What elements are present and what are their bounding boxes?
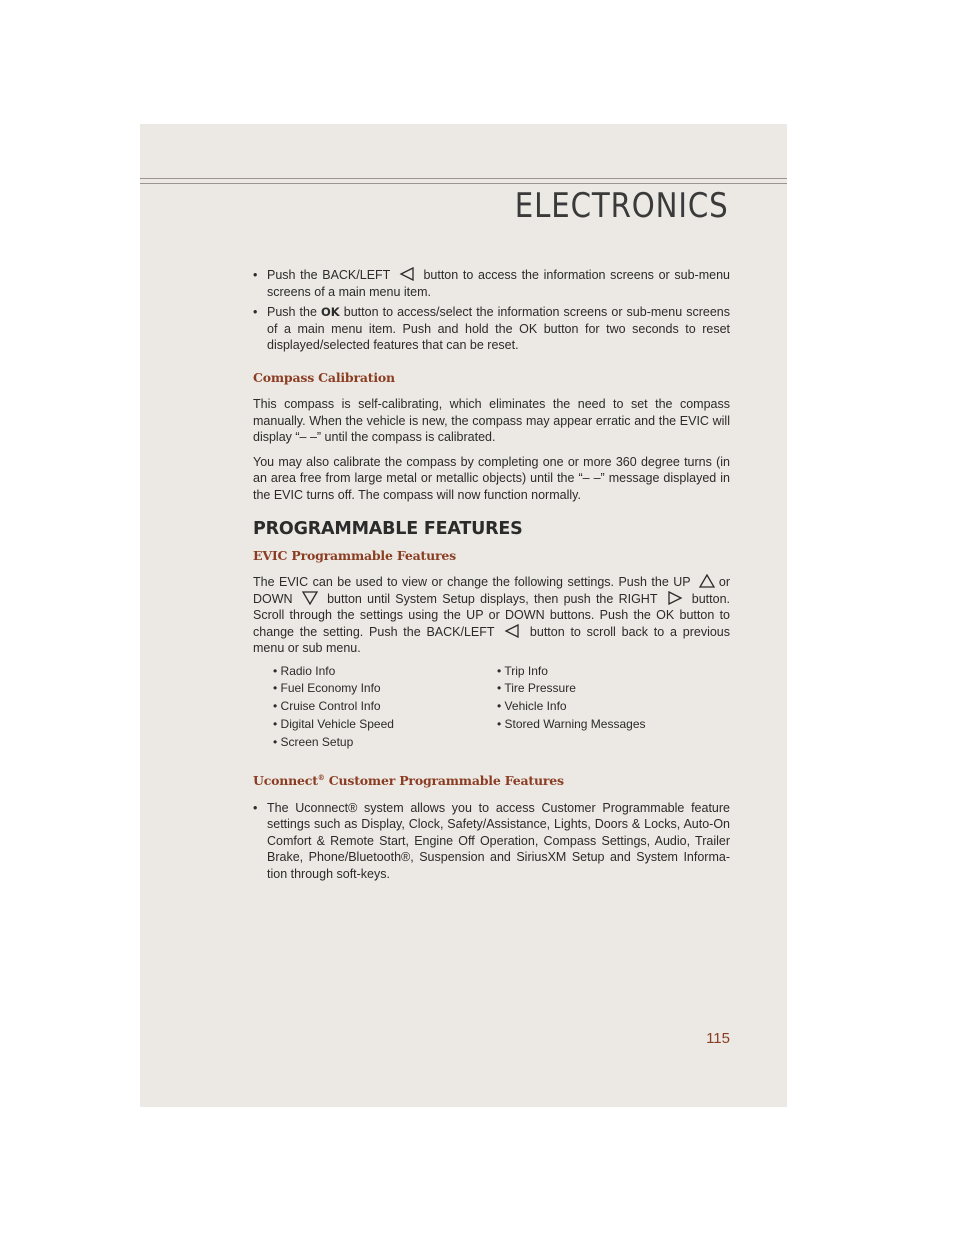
list-item: • Screen Setup (273, 734, 497, 752)
right-triangle-icon (667, 591, 683, 605)
compass-paragraph: You may also calibrate the compass by completing one or more 360 degree turns (in an area free from large metal or metallic objects) until the “– –” message displayed in the EVIC turns off. The compass will now function normally. (253, 454, 730, 502)
list-item: • Stored Warning Messages (497, 716, 697, 734)
compass-paragraph: This compass is self-calibrating, which eliminates the need to set the compass manually. When the vehicle is new, the compass may appear erratic and the EVIC will display “– –” until the compass is calibrated. (253, 397, 730, 444)
left-triangle-icon (504, 624, 520, 638)
compass-calibration-heading: Compass Calibration (253, 369, 395, 385)
header-rule-top (140, 178, 787, 179)
evic-paragraph: The EVIC can be used to view or change the following settings. Push the UP or DOWN button until System Setup displays, then push the RIGHT button. Scroll through the settings using the UP or DOWN buttons. Push the OK button to change the setting. Push the BACK/LEFT button to scroll back to a previous menu or sub menu. (253, 575, 731, 655)
section-title: ELECTRONICS (515, 186, 729, 226)
left-triangle-icon (399, 267, 415, 281)
page-number: 115 (706, 1030, 730, 1047)
list-item: • Fuel Economy Info (273, 680, 497, 698)
list-item: • Digital Vehicle Speed (273, 716, 497, 734)
uconnect-features-heading: Uconnect® Customer Programmable Features (253, 773, 564, 789)
evic-features-heading: EVIC Programmable Features (253, 547, 456, 563)
page-content (253, 267, 730, 886)
list-item: • Vehicle Info (497, 698, 697, 716)
list-item: • Radio Info (273, 663, 497, 681)
list-item: • Tire Pressure (497, 680, 697, 698)
ok-label: OK (321, 305, 340, 319)
uconnect-bullet: • The Uconnect® system allows you to access Customer Programmable feature settings such as Display, Clock, Safety/Assistance, Lights, Doors & Locks, Auto-On Comfort & Remote Start, Engine Off Operation, Compass Settings, Audio, Trailer Brake, Phone/Bluetooth®, Suspension and SiriusXM Setup and System Informa-tion through soft-keys. (253, 800, 730, 883)
manual-page (140, 124, 787, 1107)
up-triangle-icon (699, 574, 715, 588)
programmable-features-heading: PROGRAMMABLE FEATURES (253, 519, 523, 539)
down-triangle-icon (302, 591, 318, 605)
evic-feature-list (273, 663, 730, 752)
list-item: • Cruise Control Info (273, 698, 497, 716)
back-left-bullet: • Push the BACK/LEFT button to access the information screens or sub-menu screens of a main menu item. (253, 267, 730, 300)
header-rule-bottom (140, 183, 787, 184)
list-item: • Trip Info (497, 663, 697, 681)
ok-button-bullet: • Push the OK button to access/select the information screens or sub-menu screens of a main menu item. Push and hold the OK button for two seconds to reset displayed/selected features that can be reset. (253, 304, 730, 354)
